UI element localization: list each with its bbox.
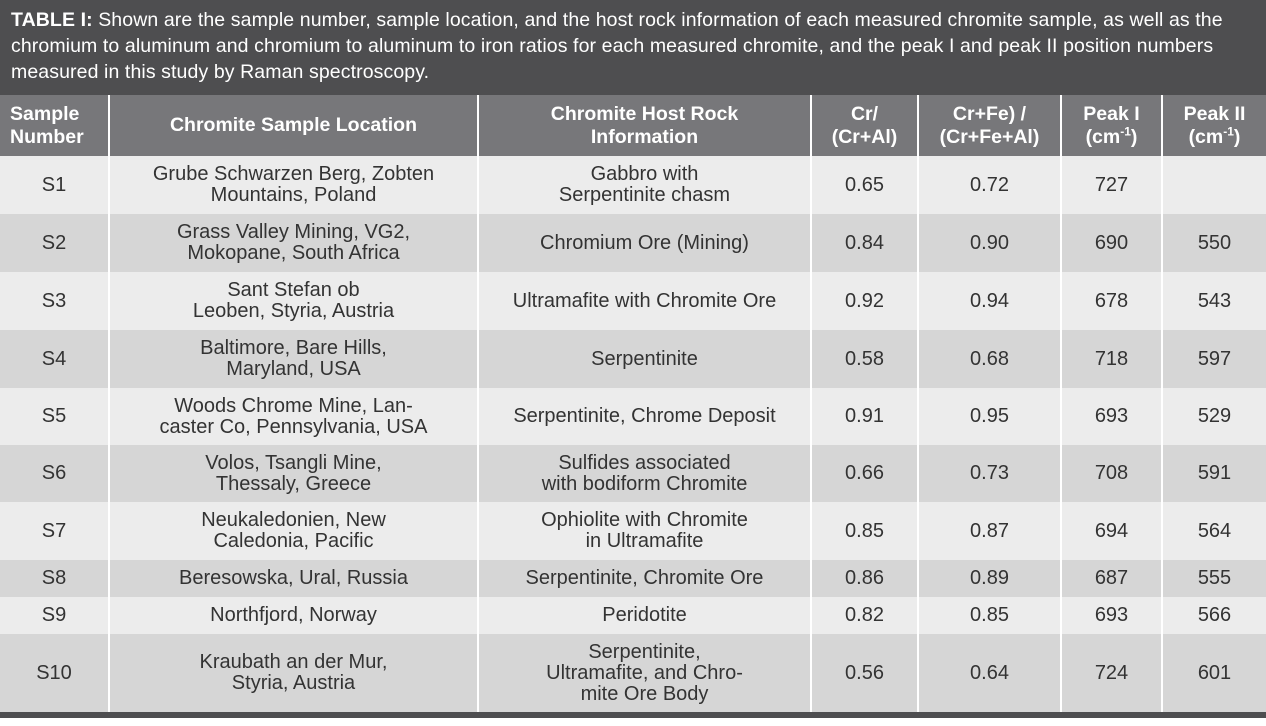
cell-location: Northfjord, Norway — [109, 597, 478, 634]
cell-peak-1: 693 — [1061, 597, 1162, 634]
table-row — [0, 156, 1266, 214]
cell-peak-2: 564 — [1162, 502, 1266, 560]
cell-cr-al: 0.58 — [811, 330, 918, 388]
cell-peak-1: 678 — [1061, 272, 1162, 330]
header-row — [0, 95, 1266, 156]
cell-sample-number: S3 — [0, 272, 109, 330]
cell-location: Sant Stefan ob Leoben, Styria, Austria — [109, 272, 478, 330]
cell-host-rock: Serpentinite, Chrome Deposit — [478, 388, 811, 445]
header-peak-2: Peak II $(cm^{-1})$ — [1162, 95, 1266, 156]
cell-location: Neukaledonien, New Caledonia, Pacific — [109, 502, 478, 560]
cell-peak-2 — [1162, 156, 1266, 214]
table-row — [0, 388, 1266, 445]
table-row — [0, 214, 1266, 272]
table-row — [0, 560, 1266, 597]
cell-cr-al: 0.65 — [811, 156, 918, 214]
cell-sample-number: S6 — [0, 445, 109, 502]
cell-cr-fe-al: 0.95 — [918, 388, 1061, 445]
cell-peak-2: 601 — [1162, 634, 1266, 712]
cell-host-rock: Serpentinite, Chromite Ore — [478, 560, 811, 597]
cell-cr-fe-al: 0.72 — [918, 156, 1061, 214]
cell-cr-al: 0.82 — [811, 597, 918, 634]
cell-peak-2: 529 — [1162, 388, 1266, 445]
cell-cr-fe-al: 0.87 — [918, 502, 1061, 560]
cell-sample-number: S5 — [0, 388, 109, 445]
cell-host-rock: Sulfides associated with bodiform Chromite — [478, 445, 811, 502]
cell-peak-1: 694 — [1061, 502, 1162, 560]
cell-cr-fe-al: 0.68 — [918, 330, 1061, 388]
table-row — [0, 597, 1266, 634]
cell-location: Baltimore, Bare Hills, Maryland, USA — [109, 330, 478, 388]
chromite-table — [0, 95, 1266, 712]
cell-location: Grass Valley Mining, VG2, Mokopane, South Africa — [109, 214, 478, 272]
cell-location: Kraubath an der Mur, Styria, Austria — [109, 634, 478, 712]
header-cr-fe-al: Cr+Fe) / (Cr+Fe+Al) — [918, 95, 1061, 156]
cell-cr-fe-al: 0.64 — [918, 634, 1061, 712]
bottom-rule — [0, 712, 1266, 718]
header-location: Chromite Sample Location — [109, 95, 478, 156]
cell-host-rock: Gabbro with Serpentinite chasm — [478, 156, 811, 214]
cell-sample-number: S4 — [0, 330, 109, 388]
table-row — [0, 445, 1266, 502]
cell-sample-number: S9 — [0, 597, 109, 634]
cell-location: Volos, Tsangli Mine, Thessaly, Greece — [109, 445, 478, 502]
table-row — [0, 634, 1266, 712]
cell-cr-al: 0.86 — [811, 560, 918, 597]
cell-cr-al: 0.56 — [811, 634, 918, 712]
cell-peak-1: 724 — [1061, 634, 1162, 712]
cell-sample-number: S8 — [0, 560, 109, 597]
cell-peak-2: 566 — [1162, 597, 1266, 634]
header-host-rock: Chromite Host Rock Information — [478, 95, 811, 156]
cell-host-rock: Chromium Ore (Mining) — [478, 214, 811, 272]
cell-peak-1: 718 — [1061, 330, 1162, 388]
cell-location: Grube Schwarzen Berg, Zobten Mountains, Poland — [109, 156, 478, 214]
header-peak-1: Peak I $(cm^{-1})$ — [1061, 95, 1162, 156]
cell-cr-fe-al: 0.94 — [918, 272, 1061, 330]
cell-cr-fe-al: 0.89 — [918, 560, 1061, 597]
cell-host-rock: Serpentinite, Ultramafite, and Chro- mite Ore Body — [478, 634, 811, 712]
cell-peak-1: 708 — [1061, 445, 1162, 502]
table-row — [0, 272, 1266, 330]
cell-peak-1: 693 — [1061, 388, 1162, 445]
cell-sample-number: S2 — [0, 214, 109, 272]
table-caption — [0, 0, 1266, 95]
cell-cr-al: 0.84 — [811, 214, 918, 272]
cell-peak-2: 591 — [1162, 445, 1266, 502]
cell-sample-number: S1 — [0, 156, 109, 214]
cell-peak-2: 555 — [1162, 560, 1266, 597]
cell-peak-2: 550 — [1162, 214, 1266, 272]
cell-host-rock: Ophiolite with Chromite in Ultramafite — [478, 502, 811, 560]
table-row — [0, 330, 1266, 388]
cell-host-rock: Serpentinite — [478, 330, 811, 388]
cell-cr-al: 0.92 — [811, 272, 918, 330]
cell-host-rock: Peridotite — [478, 597, 811, 634]
cell-peak-1: 690 — [1061, 214, 1162, 272]
cell-peak-1: 727 — [1061, 156, 1162, 214]
cell-cr-al: 0.91 — [811, 388, 918, 445]
cell-location: Woods Chrome Mine, Lan- caster Co, Pennsylvania, USA — [109, 388, 478, 445]
cell-sample-number: S10 — [0, 634, 109, 712]
header-cr-al: Cr/ (Cr+Al) — [811, 95, 918, 156]
cell-cr-fe-al: 0.73 — [918, 445, 1061, 502]
cell-cr-al: 0.66 — [811, 445, 918, 502]
cell-peak-1: 687 — [1061, 560, 1162, 597]
table-body — [0, 156, 1266, 712]
cell-peak-2: 543 — [1162, 272, 1266, 330]
cell-cr-fe-al: 0.90 — [918, 214, 1061, 272]
cell-cr-al: 0.85 — [811, 502, 918, 560]
cell-peak-2: 597 — [1162, 330, 1266, 388]
cell-cr-fe-al: 0.85 — [918, 597, 1061, 634]
table-row — [0, 502, 1266, 560]
caption-text: Shown are the sample number, sample location, and the host rock information of each measured chromite sample, as well as the chromium to aluminum and chromium to aluminum to iron ratios for each measured chromite, and the peak I and peak II position numbers measured in this study by Raman spectroscopy. — [11, 9, 1223, 83]
caption-label: TABLE I: — [11, 9, 93, 31]
cell-host-rock: Ultramafite with Chromite Ore — [478, 272, 811, 330]
header-sample-number: Sample Number — [0, 95, 109, 156]
cell-location: Beresowska, Ural, Russia — [109, 560, 478, 597]
cell-sample-number: S7 — [0, 502, 109, 560]
